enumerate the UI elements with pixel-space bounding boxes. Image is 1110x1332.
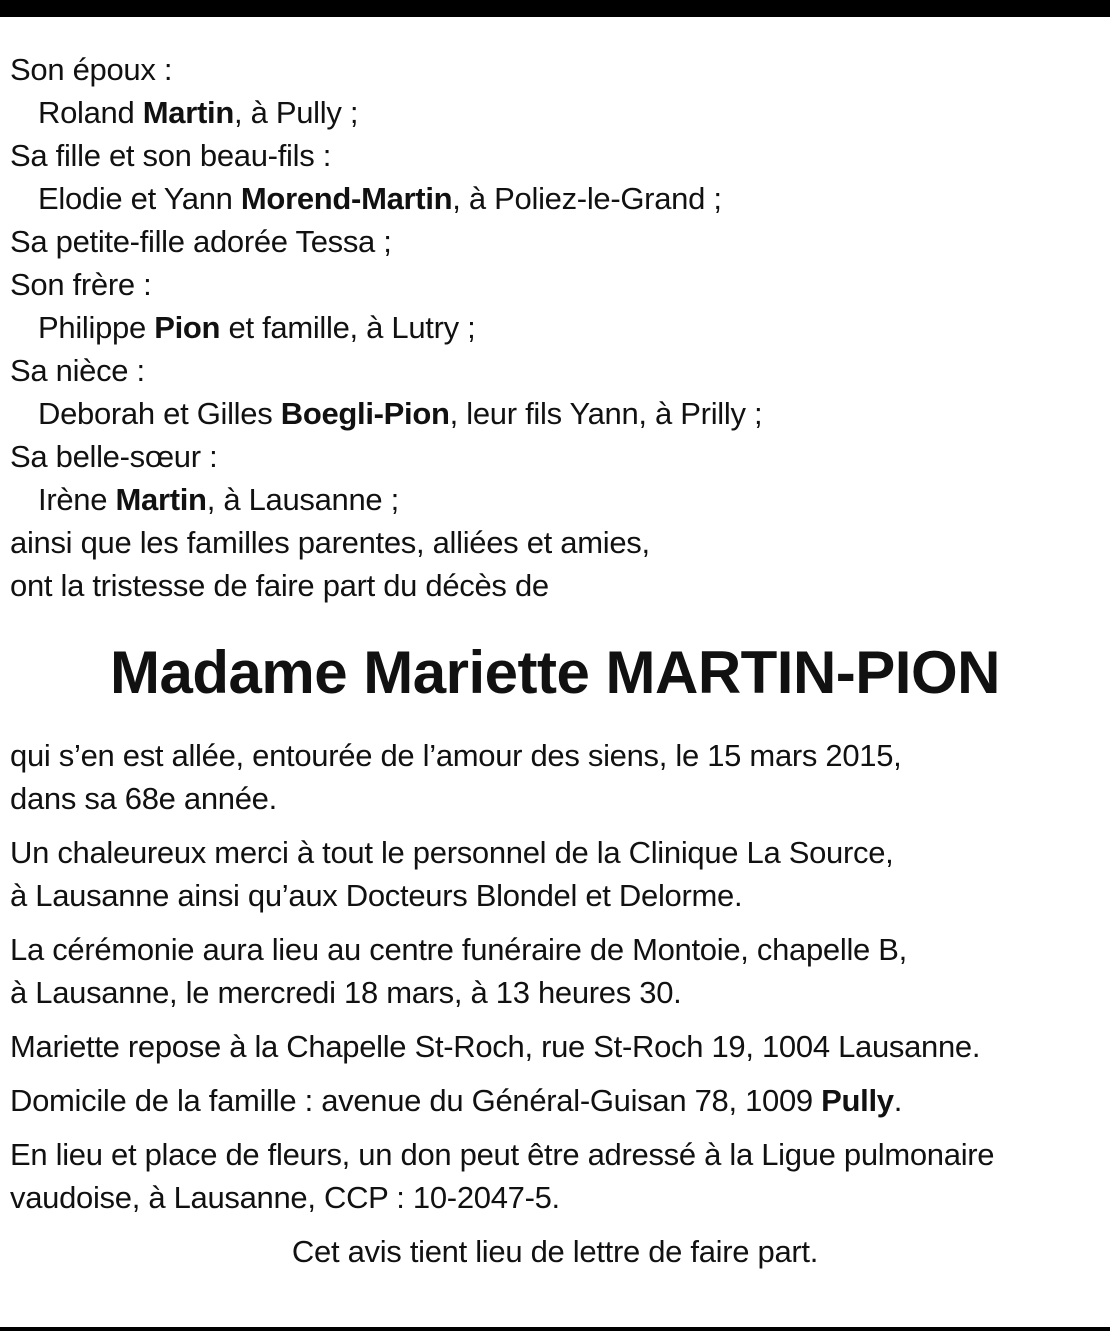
announcement-line: ont la tristesse de faire part du décès de [10, 568, 549, 603]
ceremony-line-1: La cérémonie aura lieu au centre funéraire de Montoie, chapelle B, [10, 932, 907, 967]
member-location: , à Lausanne ; [206, 482, 399, 517]
top-rule [0, 0, 1110, 17]
bottom-rule [0, 1327, 1110, 1331]
member-first-names: Elodie et Yann [38, 181, 241, 216]
closing-line: Cet avis tient lieu de lettre de faire part. [291, 1234, 819, 1269]
ceremony-paragraph [10, 928, 1105, 1014]
domicile-text: Domicile de la famille : avenue du Général-Guisan 78, 1009 [10, 1083, 822, 1118]
donation-line-1: En lieu et place de fleurs, un don peut être adressé à la Ligue pulmonaire [10, 1137, 995, 1172]
member-surname: Martin [115, 482, 207, 517]
member-surname: Martin [142, 95, 234, 130]
family-group-label: Sa belle-sœur : [10, 439, 218, 474]
thanks-line-2: à Lausanne ainsi qu’aux Docteurs Blondel et Delorme. [10, 878, 743, 913]
domicile-city: Pully [821, 1083, 894, 1118]
family-group-label: Sa fille et son beau-fils : [10, 138, 332, 173]
obituary-notice [10, 48, 1105, 1273]
member-location: , à Pully ; [233, 95, 359, 130]
donation-paragraph [10, 1133, 1105, 1219]
member-first-names: Roland [38, 95, 143, 130]
member-first-names: Irène [38, 482, 116, 517]
member-surname: Pion [154, 310, 221, 345]
family-member [10, 177, 1105, 220]
family-group-label: Sa petite-fille adorée Tessa ; [10, 224, 392, 259]
domicile-end: . [893, 1083, 903, 1118]
family-list [10, 48, 1105, 521]
member-location: et famille, à Lutry ; [220, 310, 476, 345]
family-group-label: Sa nièce : [10, 353, 145, 388]
member-first-names: Deborah et Gilles [38, 396, 281, 431]
passing-line-2: dans sa 68e année. [10, 781, 277, 816]
member-surname: Boegli-Pion [280, 396, 450, 431]
passing-paragraph [10, 734, 1105, 820]
ceremony-line-2: à Lausanne, le mercredi 18 mars, à 13 heures 30. [10, 975, 682, 1010]
thanks-line-1: Un chaleureux merci à tout le personnel de la Clinique La Source, [10, 835, 894, 870]
donation-line-2: vaudoise, à Lausanne, CCP : 10-2047-5. [10, 1180, 560, 1215]
thanks-paragraph [10, 831, 1105, 917]
family-group-label: Son époux : [10, 52, 173, 87]
rest-line: Mariette repose à la Chapelle St-Roch, rue St-Roch 19, 1004 Lausanne. [10, 1029, 981, 1064]
family-member [10, 306, 1105, 349]
member-first-names: Philippe [38, 310, 155, 345]
family-member [10, 478, 1105, 521]
member-location: , leur fils Yann, à Prilly ; [449, 396, 763, 431]
family-group-label: Son frère : [10, 267, 152, 302]
family-member [10, 91, 1105, 134]
relatives-line: ainsi que les familles parentes, alliées et amies, [10, 525, 650, 560]
deceased-name: Madame Mariette MARTIN-PION [110, 639, 1000, 706]
member-surname: Morend-Martin [240, 181, 453, 216]
family-member [10, 392, 1105, 435]
domicile-line [10, 1079, 1105, 1122]
member-location: , à Poliez-le-Grand ; [452, 181, 722, 216]
passing-line-1: qui s’en est allée, entourée de l’amour des siens, le 15 mars 2015, [10, 738, 902, 773]
